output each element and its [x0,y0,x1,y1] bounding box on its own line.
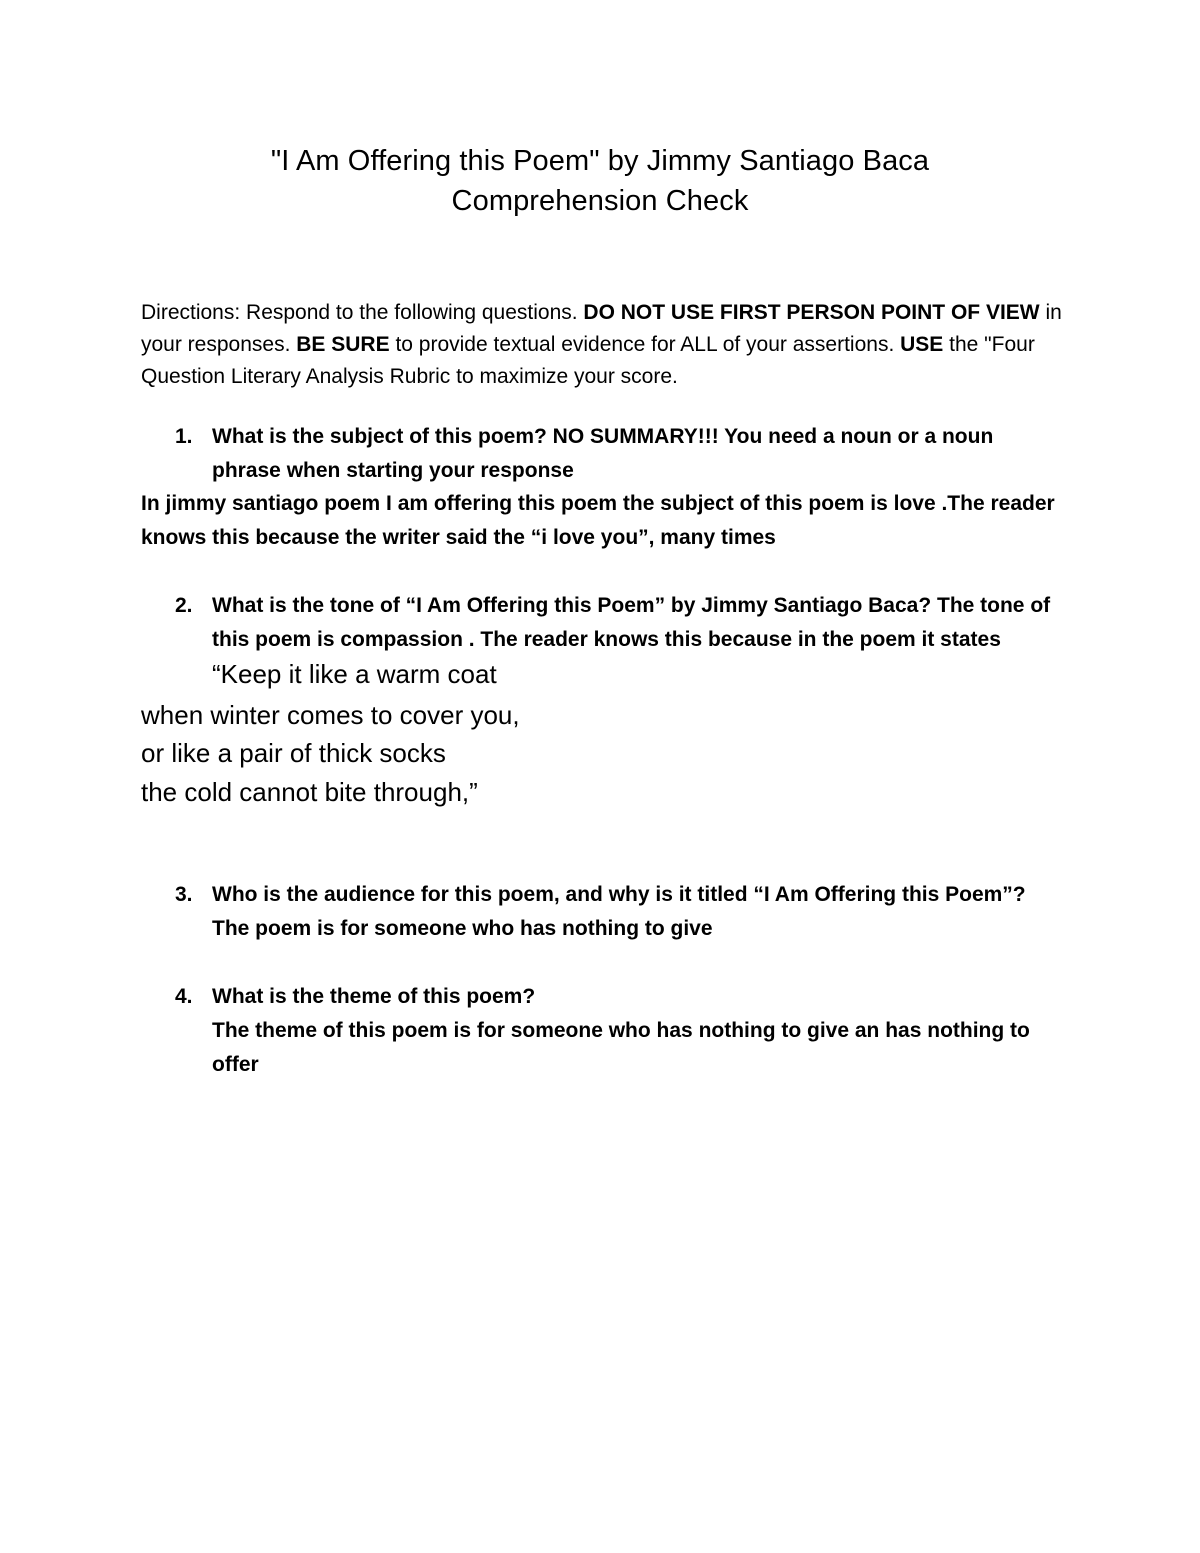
question-number: 1. [175,425,193,448]
directions-emphasis-be-sure: BE SURE [296,333,390,356]
question-number: 4. [175,985,193,1008]
poem-quote-line: or like a pair of thick socks [141,738,446,768]
question-3 [141,878,1051,946]
directions-text: in your responses. [141,301,1062,356]
question-text: What is the theme of this poem? [212,985,536,1008]
answer-1: In jimmy santiago poem I am offering this poem the subject of this poem is love .The reader knows this because the writer said the “i love you”, many times [141,492,1055,549]
poem-quote-start: “Keep it like a warm coat [212,659,497,689]
document-subtitle: Comprehension Check [451,185,749,217]
directions-text: Directions: Respond to the following questions. [141,301,584,324]
question-text-with-answer [212,589,1051,694]
question-number: 2. [175,594,193,617]
answer-4: The theme of this poem is for someone who has nothing to give an has nothing to offer [212,1019,1030,1076]
question-1 [141,420,1051,488]
directions-paragraph [141,297,1071,393]
directions-text: the "Four Question Literary Analysis Rubric to maximize your score. [141,333,1035,388]
question-4 [141,980,1051,1082]
question-text: Who is the audience for this poem, and why is it titled “I Am Offering this Poem”? The poem is for someone who has nothing to give [212,883,1026,940]
document-title: "I Am Offering this Poem" by Jimmy Santiago Baca [270,145,930,177]
poem-quote-line: when winter comes to cover you, [141,700,520,730]
question-2 [141,589,1051,694]
question-text: What is the subject of this poem? NO SUMMARY!!! You need a noun or a noun phrase when starting your response [212,425,994,482]
poem-quote-line: the cold cannot bite through,” [141,777,478,807]
directions-emphasis-use: USE [900,333,944,356]
question-answer-text: What is the tone of “I Am Offering this Poem” by Jimmy Santiago Baca? The tone of this poem is compassion . The reader knows this because in the poem it states [212,594,1051,651]
directions-text: to provide textual evidence for ALL of your assertions. [389,333,901,356]
question-number: 3. [175,883,193,906]
directions-emphasis-first-person: DO NOT USE FIRST PERSON POINT OF VIEW [583,301,1040,324]
